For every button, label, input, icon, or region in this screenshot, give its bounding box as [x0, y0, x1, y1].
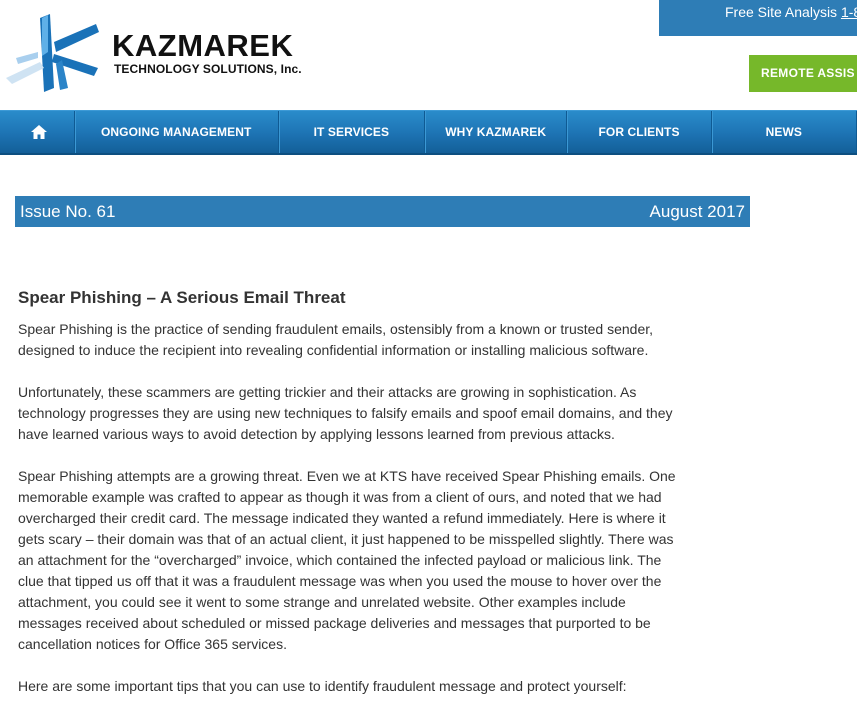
- article-paragraph: Here are some important tips that you can use to identify fraudulent message and protect yourself:: [18, 678, 627, 694]
- brand-subtitle: TECHNOLOGY SOLUTIONS, Inc.: [114, 62, 302, 76]
- remote-assistance-button[interactable]: REMOTE ASSIS: [749, 55, 857, 92]
- nav-why-kazmarek[interactable]: WHY KAZMAREK: [424, 111, 566, 153]
- nav-ongoing-management[interactable]: ONGOING MANAGEMENT: [74, 111, 278, 153]
- home-icon: [30, 124, 48, 140]
- nav-home[interactable]: [4, 111, 74, 153]
- main-nav: [0, 110, 857, 155]
- issue-banner: [15, 196, 750, 227]
- nav-it-services[interactable]: IT SERVICES: [278, 111, 424, 153]
- kazmarek-logo-icon[interactable]: [4, 12, 104, 92]
- free-site-analysis-label: Free Site Analysis: [725, 4, 838, 20]
- issue-number: Issue No. 61: [20, 202, 116, 221]
- issue-date: August 2017: [649, 202, 745, 221]
- article-title: Spear Phishing – A Serious Email Threat: [18, 288, 346, 307]
- nav-overflow-divider: [856, 111, 857, 153]
- article-paragraph: Unfortunately, these scammers are getting trickier and their attacks are growing in sophistication. As technology progresses they are using new techniques to falsify emails and spoof email domains, and they have learned various ways to avoid detection by applying lessons learned from previous attacks.: [18, 384, 673, 442]
- nav-news[interactable]: NEWS: [711, 111, 856, 153]
- nav-for-clients[interactable]: FOR CLIENTS: [566, 111, 710, 153]
- phone-link[interactable]: 1-8: [840, 4, 861, 20]
- article: [18, 287, 688, 718]
- free-site-analysis-banner: [659, 0, 861, 36]
- article-paragraph: Spear Phishing is the practice of sending fraudulent emails, ostensibly from a known or trusted sender, designed to induce the recipient into revealing confidential information or installing malicious software.: [18, 321, 654, 358]
- brand-name: KAZMAREK: [112, 28, 294, 63]
- article-paragraph: Spear Phishing attempts are a growing threat. Even we at KTS have received Spear Phishing emails. One memorable example was crafted to appear as though it was from a client of ours, and noted that we had overcharged their credit card. The message indicated they wanted a refund immediately. Here is where it gets scary – their domain was that of an actual client, it just happened to be misspelled slightly. There was an attachment for the “overcharged” invoice, which contained the infected payload or malicious link. The clue that tipped us off that it was a fraudulent message was when you used the mouse to hover over the attachment, you could see it went to some strange and unrelated website. Other examples include messages received about scheduled or missed package deliveries and messages that purported to be cancellation notices for Office 365 services.: [18, 468, 676, 652]
